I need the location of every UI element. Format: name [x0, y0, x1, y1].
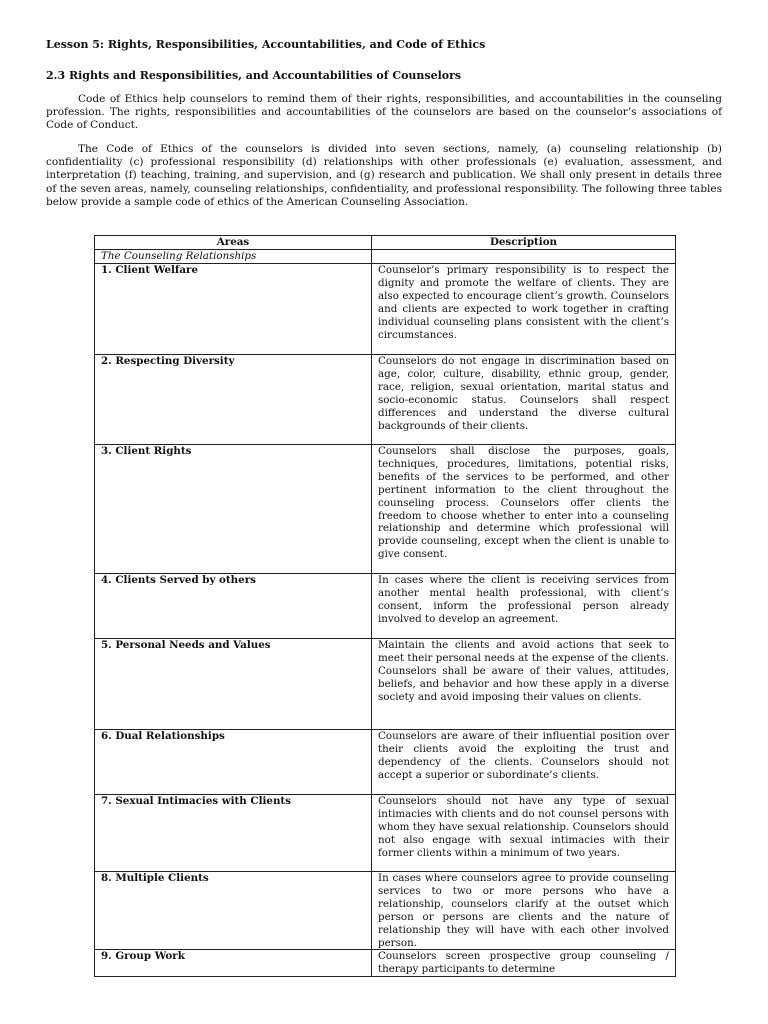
- table-row: [95, 445, 676, 574]
- row-area: 4. Clients Served by others: [95, 574, 372, 639]
- row-description: Counselors screen prospective group counseling / therapy participants to determine: [372, 950, 676, 977]
- row-description: In cases where the client is receiving services from another mental health professional, with client’s consent, inform the professional person already involved to develop an agreement.: [372, 574, 676, 639]
- row-description: Maintain the clients and avoid actions that seek to meet their personal needs at the expense of the clients. Counselors shall be aware of their values, attitudes, beliefs, and behavior and how these apply in a diverse society and avoid imposing their values on clients.: [372, 639, 676, 730]
- row-area: 1. Client Welfare: [95, 264, 372, 355]
- table-row: [95, 795, 676, 872]
- table-row: [95, 730, 676, 795]
- code-of-ethics-paragraph: The Code of Ethics of the counselors is divided into seven sections, namely, (a) counseling relationship (b) confidentiality (c) professional responsibility (d) relationships with other professionals (e) evaluation, assessment, and interpretation (f) teaching, training, and supervision, and (g) research and publication. We shall only present in details three of the seven areas, namely, counseling relationships, confidentiality, and professional responsibility. The following three tables below provide a sample code of ethics of the American Counseling Association.: [46, 143, 722, 208]
- row-description: Counselors are aware of their influential position over their clients avoid the exploiting the trust and dependency of the clients. Counselors should not accept a superior or subordinate’s clients.: [372, 730, 676, 795]
- row-description: Counselors should not have any type of sexual intimacies with clients and do not counsel persons with whom they have sexual relationship. Counselors should not also engage with sexual intimacies with their former clients within a minimum of two years.: [372, 795, 676, 872]
- table-subheading: The Counseling Relationships: [95, 250, 372, 264]
- table-row: [95, 639, 676, 730]
- table-row: [95, 574, 676, 639]
- table-row: [95, 355, 676, 445]
- table-row: [95, 950, 676, 977]
- row-description: Counselors shall disclose the purposes, goals, techniques, procedures, limitations, potential risks, benefits of the services to be performed, and other pertinent information to the client throughout the counseling process. Counselors offer clients the freedom to choose whether to enter into a counseling relationship and determine which professional will provide counseling, except when the client is unable to give consent.: [372, 445, 676, 574]
- row-area: 8. Multiple Clients: [95, 872, 372, 950]
- table-subheading-row: [95, 250, 676, 264]
- row-area: 7. Sexual Intimacies with Clients: [95, 795, 372, 872]
- row-description: Counselors do not engage in discrimination based on age, color, culture, disability, ethnic group, gender, race, religion, sexual orientation, marital status and socio-economic status. Counselors shall respect differences and understand the diverse cultural backgrounds of their clients.: [372, 355, 676, 445]
- row-area: 6. Dual Relationships: [95, 730, 372, 795]
- row-area: 9. Group Work: [95, 950, 372, 977]
- table-subheading-blank: [372, 250, 676, 264]
- table-header-row: [95, 236, 676, 250]
- header-areas: Areas: [95, 236, 372, 250]
- row-area: 2. Respecting Diversity: [95, 355, 372, 445]
- section-heading: 2.3 Rights and Responsibilities, and Accountabilities of Counselors: [46, 69, 462, 82]
- lesson-title: Lesson 5: Rights, Responsibilities, Accountabilities, and Code of Ethics: [46, 38, 486, 51]
- counseling-relationships-table: [94, 235, 676, 977]
- row-area: 5. Personal Needs and Values: [95, 639, 372, 730]
- header-description: Description: [372, 236, 676, 250]
- row-description: In cases where counselors agree to provide counseling services to two or more persons who have a relationship, counselors clarify at the outset which person or persons are clients and the nature of relationship they will have with each other involved person.: [372, 872, 676, 950]
- row-description: Counselor’s primary responsibility is to respect the dignity and promote the welfare of clients. They are also expected to encourage client’s growth. Counselors and clients are expected to work together in crafting individual counseling plans consistent with the client’s circumstances.: [372, 264, 676, 355]
- intro-paragraph: Code of Ethics help counselors to remind them of their rights, responsibilities, and accountabilities in the counseling profession. The rights, responsibilities and accountabilities of the counselors are based on the counselor’s associations of Code of Conduct.: [46, 93, 722, 132]
- table-row: [95, 264, 676, 355]
- row-area: 3. Client Rights: [95, 445, 372, 574]
- table-row: [95, 872, 676, 950]
